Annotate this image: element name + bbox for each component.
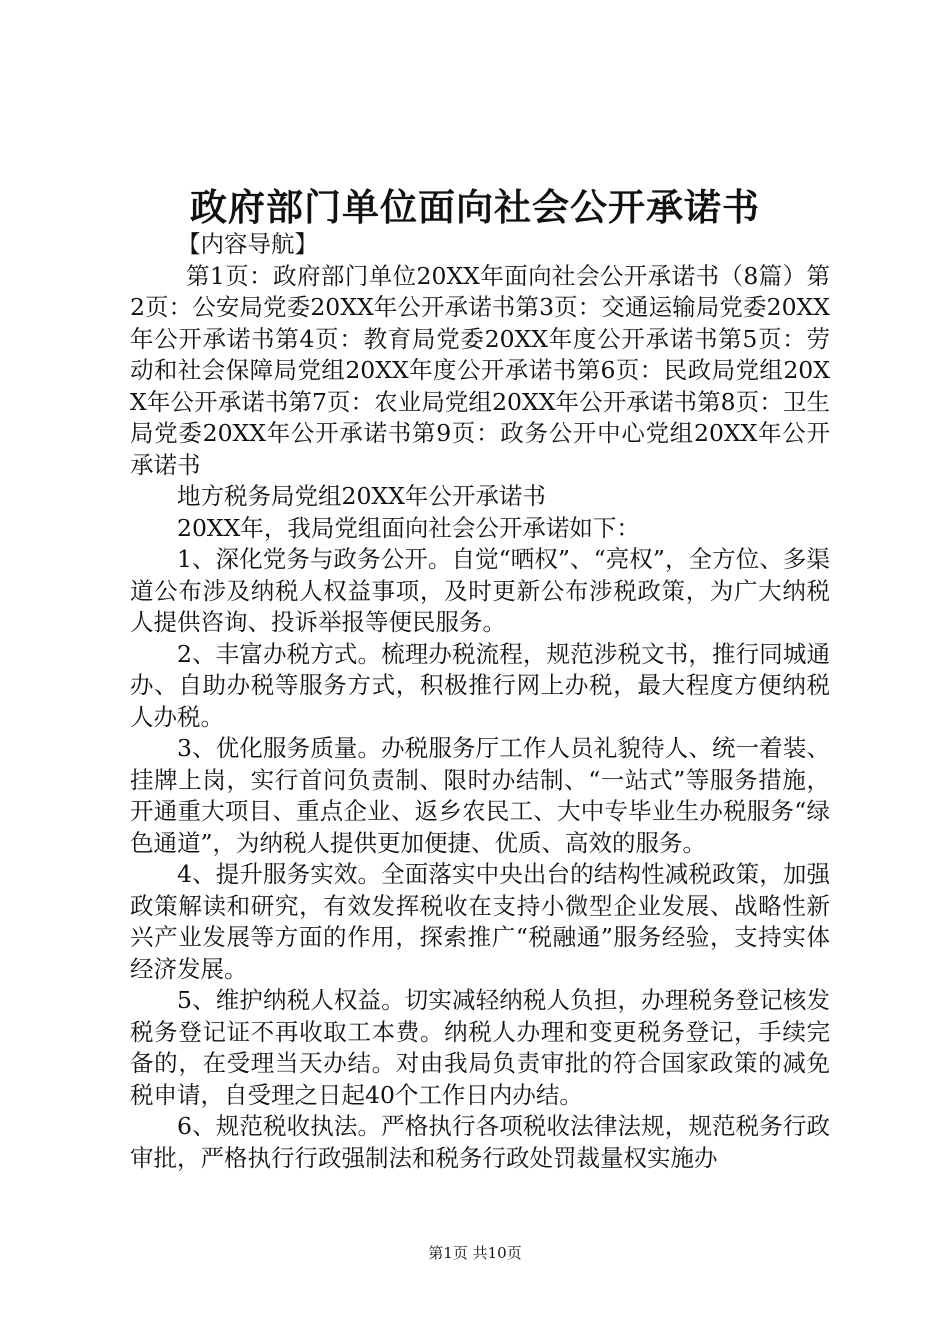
commitment-paragraph-2: 2、丰富办税方式。梳理办税流程，规范涉税文书，推行同城通办、自助办税等服务方式，积极推行网上办税，最大程度方便纳税人办税。 — [130, 639, 830, 731]
content-navigation-list: 第1页：政府部门单位20XX年面向社会公开承诺书（8篇）第2页：公安局党委20XX年公开承诺书第3页：交通运输局党委20XX年公开承诺书第4页：教育局党委20XX年度公开承诺书第5页：劳动和社会保障局党组20XX年度公开承诺书第6页：民政局党组20XX年公开承诺书第7页：农业局党组20XX年公开承诺书第8页：卫生局党委20XX年公开承诺书第9页：政务公开中心党组20XX年公开承诺书 — [130, 261, 830, 479]
intro-paragraph: 20XX年，我局党组面向社会公开承诺如下： — [177, 513, 640, 542]
document-title: 政府部门单位面向社会公开承诺书 — [190, 185, 760, 229]
content-navigation-heading: 【内容导航】 — [177, 230, 318, 258]
document-body — [130, 229, 830, 1174]
commitment-paragraph-3: 3、优化服务质量。办税服务厅工作人员礼貌待人、统一着装、挂牌上岗，实行首问负责制、限时办结制、“一站式”等服务措施，开通重大项目、重点企业、返乡农民工、大中专毕业生办税服务“绿色通道”，为纳税人提供更加便捷、优质、高效的服务。 — [130, 734, 830, 857]
commitment-paragraph-1: 1、深化党务与政务公开。自觉“晒权”、“亮权”，全方位、多渠道公布涉及纳税人权益事项，及时更新公布涉税政策，为广大纳税人提供咨询、投诉举报等便民服务。 — [130, 545, 830, 636]
page-footer: 第1页 共10页 — [428, 1244, 522, 1262]
commitment-paragraph-5: 5、维护纳税人权益。切实减轻纳税人负担，办理税务登记核发税务登记证不再收取工本费。纳税人办理和变更税务登记，手续完备的，在受理当天办结。对由我局负责审批的符合国家政策的减免税申请，自受理之日起40个工作日内办结。 — [130, 986, 830, 1109]
commitment-paragraph-4: 4、提升服务实效。全面落实中央出台的结构性减税政策，加强政策解读和研究，有效发挥税收在支持小微型企业发展、战略性新兴产业发展等方面的作用，探索推广“税融通”服务经验，支持实体经济发展。 — [130, 860, 830, 983]
section-heading: 地方税务局党组20XX年公开承诺书 — [177, 482, 546, 510]
commitment-paragraph-6: 6、规范税收执法。严格执行各项税收法律法规，规范税务行政审批，严格执行行政强制法和税务行政处罚裁量权实施办 — [130, 1112, 830, 1172]
